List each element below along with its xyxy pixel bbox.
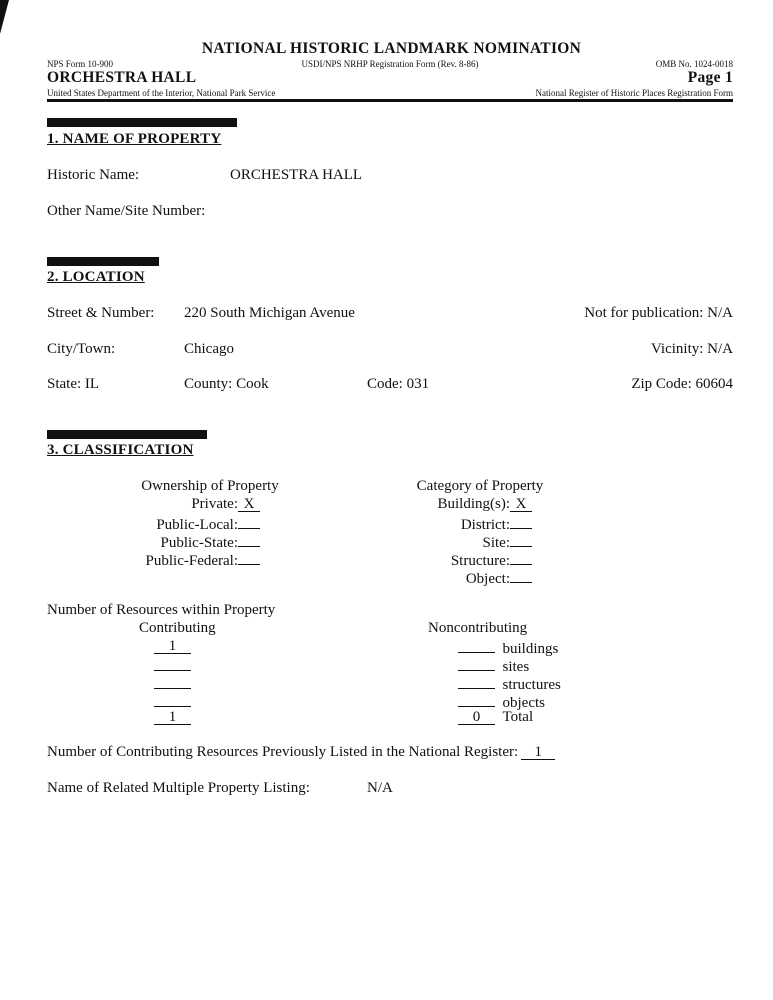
section-2-heading: 2. LOCATION	[47, 269, 145, 285]
ownership-private-value: X	[238, 497, 260, 512]
property-title: ORCHESTRA HALL	[47, 69, 197, 86]
category-title: Category of Property	[416, 478, 544, 494]
state: State: IL	[47, 376, 100, 392]
section-3-bar	[47, 430, 207, 439]
registration-form-version: USDI/NPS NRHP Registration Form (Rev. 8-86)	[301, 59, 479, 69]
scan-corner-mark	[0, 0, 9, 34]
noncontributing-sites-row: sites	[458, 656, 529, 676]
code: Code: 031	[367, 376, 430, 392]
previously-listed: Number of Contributing Resources Previously Listed in the National Register: 1	[47, 744, 555, 761]
street-value: 220 South Michigan Avenue	[184, 305, 355, 321]
omb-number: OMB No. 1024-0018	[655, 59, 733, 69]
ownership-public-local: Public-Local:	[100, 514, 260, 534]
ownership-public-state: Public-State:	[100, 532, 260, 552]
header-rule	[47, 99, 733, 102]
related-listing-value: N/A	[367, 780, 393, 796]
department-name: United States Department of the Interior, National Park Service	[47, 88, 276, 98]
city-label: City/Town:	[47, 341, 116, 357]
noncontributing-objects-row: objects	[458, 692, 545, 712]
contributing-sites	[154, 656, 191, 676]
noncontributing-label: Noncontributing	[428, 620, 528, 636]
contributing-label: Contributing	[139, 620, 216, 636]
ownership-public-federal: Public-Federal:	[100, 550, 260, 570]
resources-title: Number of Resources within Property	[47, 602, 276, 618]
ownership-private: Private: X	[100, 496, 260, 513]
form-number: NPS Form 10-900	[47, 59, 114, 69]
section-2-bar	[47, 257, 159, 266]
contributing-structures	[154, 674, 191, 694]
category-structure: Structure:	[372, 550, 532, 570]
zip-code: Zip Code: 60604	[631, 376, 733, 392]
form-title: NATIONAL HISTORIC LANDMARK NOMINATION	[201, 40, 582, 57]
related-listing-label: Name of Related Multiple Property Listing:	[47, 780, 310, 796]
section-1-heading: 1. NAME OF PROPERTY	[47, 131, 222, 147]
noncontributing-buildings-row: buildings	[458, 638, 558, 658]
category-buildings-value: X	[510, 497, 532, 512]
not-for-publication: Not for publication: N/A	[584, 305, 733, 321]
ownership-title: Ownership of Property	[141, 478, 279, 494]
contributing-buildings: 1	[154, 638, 191, 655]
historic-name-value: ORCHESTRA HALL	[230, 167, 363, 183]
category-buildings: Building(s): X	[372, 496, 532, 513]
street-label: Street & Number:	[47, 305, 155, 321]
previously-listed-value: 1	[521, 745, 555, 760]
city-value: Chicago	[184, 341, 234, 357]
noncontributing-structures-row: structures	[458, 674, 561, 694]
category-district: District:	[372, 514, 532, 534]
contributing-total: 1	[154, 709, 191, 726]
category-site: Site:	[372, 532, 532, 552]
historic-name-label: Historic Name:	[47, 167, 140, 183]
register-name: National Register of Historic Places Registration Form	[535, 88, 733, 98]
county: County: Cook	[184, 376, 269, 392]
section-1-bar	[47, 118, 237, 127]
section-3-heading: 3. CLASSIFICATION	[47, 442, 194, 458]
noncontributing-total-row: 0 Total	[458, 709, 533, 726]
page-label: Page 1	[687, 69, 733, 86]
other-name-label: Other Name/Site Number:	[47, 203, 206, 219]
category-object: Object:	[372, 568, 532, 588]
vicinity: Vicinity: N/A	[650, 341, 733, 357]
